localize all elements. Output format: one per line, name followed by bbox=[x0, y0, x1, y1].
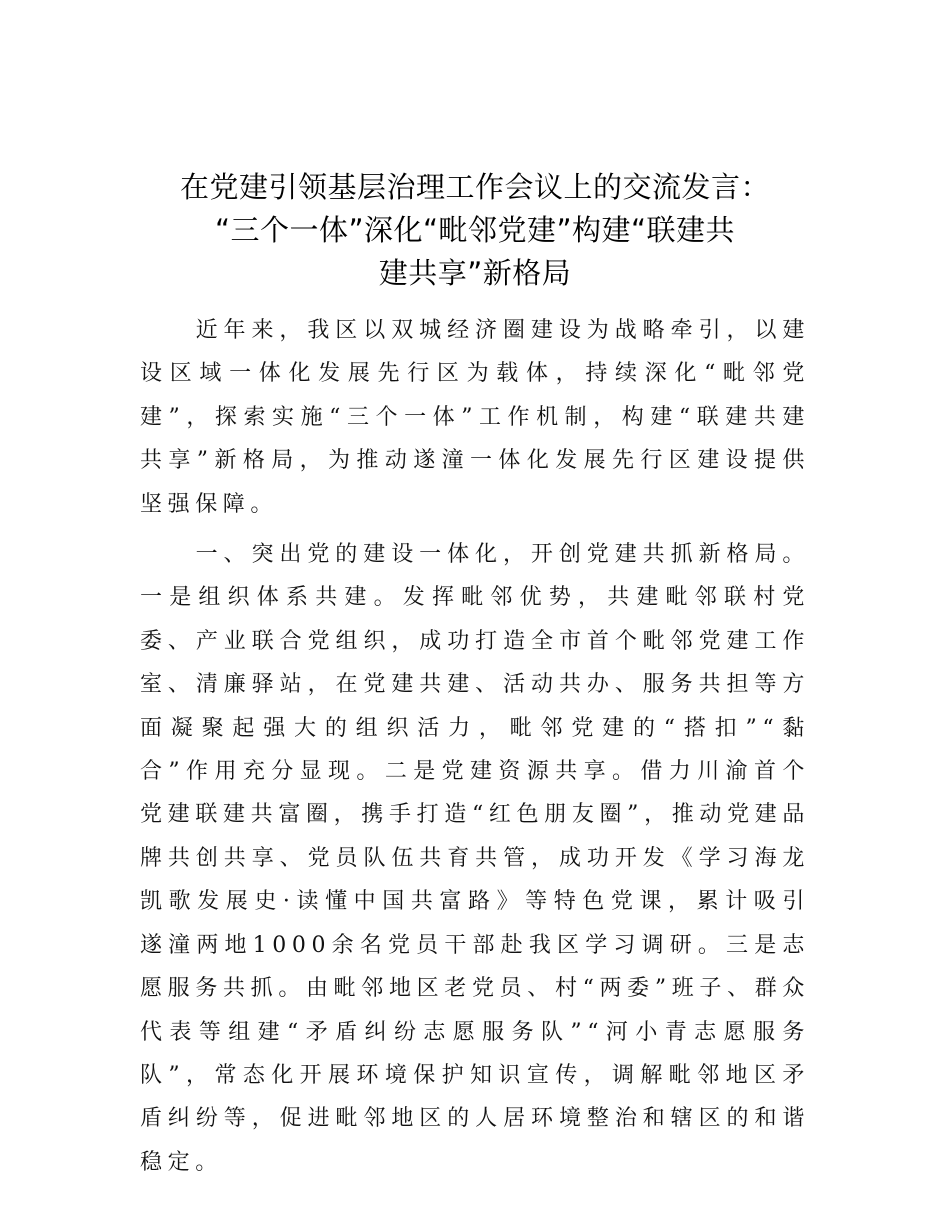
paragraph-intro: 近年来，我区以双城经济圈建设为战略牵引，以建设区域一体化发展先行区为载体，持续深化“毗邻党建”，探索实施“三个一体”工作机制，构建“联建共建共享”新格局，为推动遂潼一体化发展先行区建设提供坚强保障。 bbox=[140, 318, 810, 517]
document-title bbox=[140, 166, 810, 295]
title-line-3: 建共享”新格局 bbox=[378, 256, 572, 290]
paragraph-section-1: 一、突出党的建设一体化，开创党建共抓新格局。一是组织体系共建。发挥毗邻优势，共建毗邻联村党委、产业联合党组织，成功打造全市首个毗邻党建工作室、清廉驿站，在党建共建、活动共办、服务共担等方面凝聚起强大的组织活力，毗邻党建的“搭扣”“黏合”作用充分显现。二是党建资源共享。借力川渝首个党建联建共富圈，携手打造“红色朋友圈”，推动党建品牌共创共享、党员队伍共育共管，成功开发《学习海龙凯歌发展史·读懂中国共富路》等特色党课，累计吸引遂潼两地1000余名党员干部赴我区学习调研。三是志愿服务共抓。由毗邻地区老党员、村“两委”班子、群众代表等组建“矛盾纠纷志愿服务队”“河小青志愿服务队”，常态化开展环境保护知识宣传，调解毗邻地区矛盾纠纷等，促进毗邻地区的人居环境整治和辖区的和谐稳定。 bbox=[140, 542, 810, 1175]
document-body bbox=[140, 309, 810, 1184]
title-line-1: 在党建引领基层治理工作会议上的交流发言： bbox=[179, 170, 770, 204]
title-line-2: “三个一体”深化“毗邻党建”构建“联建共 bbox=[214, 213, 736, 247]
